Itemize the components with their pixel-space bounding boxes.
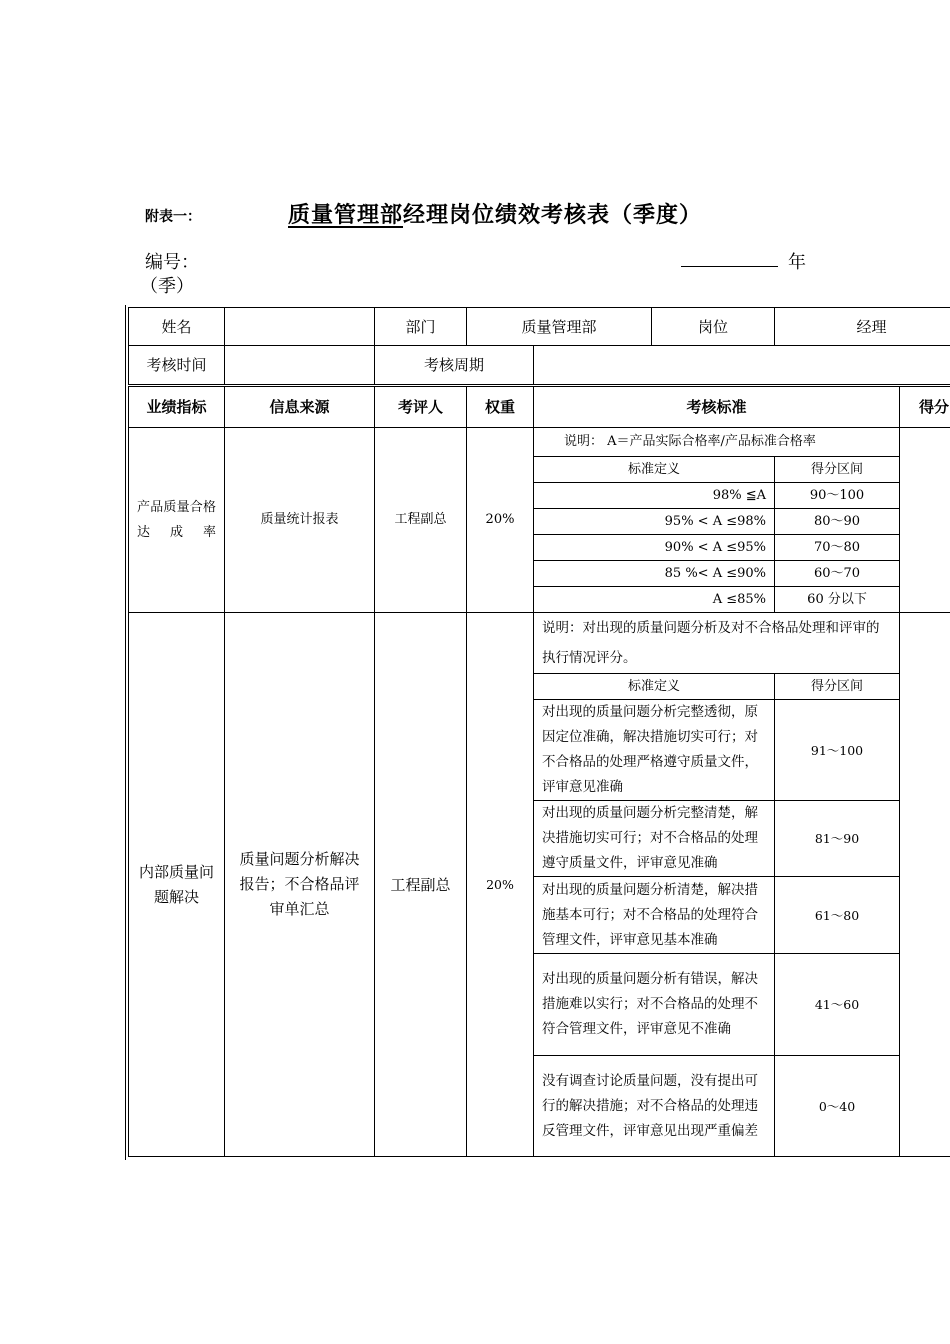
title-underlined: 质量管理部 [288, 202, 404, 228]
source-cell: 质量统计报表 [225, 428, 375, 613]
range-cell: 80～90 [775, 509, 900, 535]
info-row-1 [129, 308, 950, 346]
col-score: 得分 [900, 386, 950, 428]
col-evaluator: 考评人 [375, 386, 467, 428]
criteria-note-text: 说明： A＝产品实际合格率/产品标准合格率 [564, 434, 816, 450]
range-cell: 70～80 [775, 535, 900, 561]
period-label: 考核周期 [375, 346, 534, 386]
weight-cell: 20% [467, 428, 534, 613]
col-indicator: 业绩指标 [129, 386, 225, 428]
year-label: 年 [788, 252, 806, 273]
definition-cell: 对出现的质量问题分析有错误，解决措施难以实行；对不合格品的处理不符合管理文件，评审意见不准确 [534, 954, 775, 1056]
title-rest: 经理岗位绩效考核表（季度） [403, 202, 703, 228]
range-cell: 90～100 [775, 483, 900, 509]
score-cell[interactable] [900, 428, 950, 613]
assessment-table [128, 307, 950, 1157]
dept-label: 部门 [375, 308, 467, 346]
attachment-label: 附表一： [145, 209, 201, 225]
range-cell: 41～60 [775, 954, 900, 1056]
position-value: 经理 [775, 308, 950, 346]
year-blank-line[interactable] [681, 266, 778, 267]
definition-cell: 对出现的质量问题分析清楚，解决措施基本可行；对不合格品的处理符合管理文件，评审意见基本准确 [534, 877, 775, 954]
evaluator-cell: 工程副总 [375, 613, 467, 1157]
position-label: 岗位 [652, 308, 775, 346]
indicator-cell: 内部质量问题解决 [129, 613, 225, 1157]
definition-cell: A ≤85% [534, 587, 775, 613]
time-value[interactable] [225, 346, 375, 386]
indicator-cell: 产品质量合格达成率 [129, 428, 225, 613]
col-criteria: 考核标准 [534, 386, 900, 428]
evaluator-cell: 工程副总 [375, 428, 467, 613]
table-row [129, 613, 950, 674]
dept-value: 质量管理部 [467, 308, 652, 346]
range-cell: 91～100 [775, 700, 900, 801]
range-cell: 81～90 [775, 801, 900, 877]
source-cell: 质量问题分析解决报告；不合格品评审单汇总 [225, 613, 375, 1157]
def-header: 标准定义 [534, 457, 775, 483]
col-source: 信息来源 [225, 386, 375, 428]
score-cell[interactable] [900, 613, 950, 1157]
criteria-note [534, 428, 900, 457]
serial-label: 编号： [145, 252, 199, 273]
range-header: 得分区间 [775, 674, 900, 700]
range-cell: 0～40 [775, 1056, 900, 1157]
period-value[interactable] [534, 346, 950, 386]
definition-cell: 90% < A ≤95% [534, 535, 775, 561]
outer-frame-line [125, 305, 126, 1160]
table-row [129, 428, 950, 457]
definition-cell: 对出现的质量问题分析完整透彻，原因定位准确，解决措施切实可行；对不合格品的处理严格遵守质量文件，评审意见准确 [534, 700, 775, 801]
definition-cell: 95% < A ≤98% [534, 509, 775, 535]
range-cell: 60 分以下 [775, 587, 900, 613]
criteria-note: 说明：对出现的质量问题分析及对不合格品处理和评审的执行情况评分。 [534, 613, 900, 674]
def-header: 标准定义 [534, 674, 775, 700]
page-title [288, 198, 702, 229]
name-value[interactable] [225, 308, 375, 346]
definition-cell: 85 %< A ≤90% [534, 561, 775, 587]
col-weight: 权重 [467, 386, 534, 428]
info-row-2 [129, 346, 950, 386]
season-label: （季） [140, 276, 194, 297]
weight-cell: 20% [467, 613, 534, 1157]
time-label: 考核时间 [129, 346, 225, 386]
range-header: 得分区间 [775, 457, 900, 483]
definition-cell: 对出现的质量问题分析完整清楚，解决措施切实可行；对不合格品的处理遵守质量文件，评审意见准确 [534, 801, 775, 877]
range-cell: 60～70 [775, 561, 900, 587]
name-label: 姓名 [129, 308, 225, 346]
definition-cell: 98% ≦A [534, 483, 775, 509]
range-cell: 61～80 [775, 877, 900, 954]
column-header-row [129, 386, 950, 428]
definition-cell: 没有调查讨论质量问题，没有提出可行的解决措施；对不合格品的处理违反管理文件，评审意见出现严重偏差 [534, 1056, 775, 1157]
